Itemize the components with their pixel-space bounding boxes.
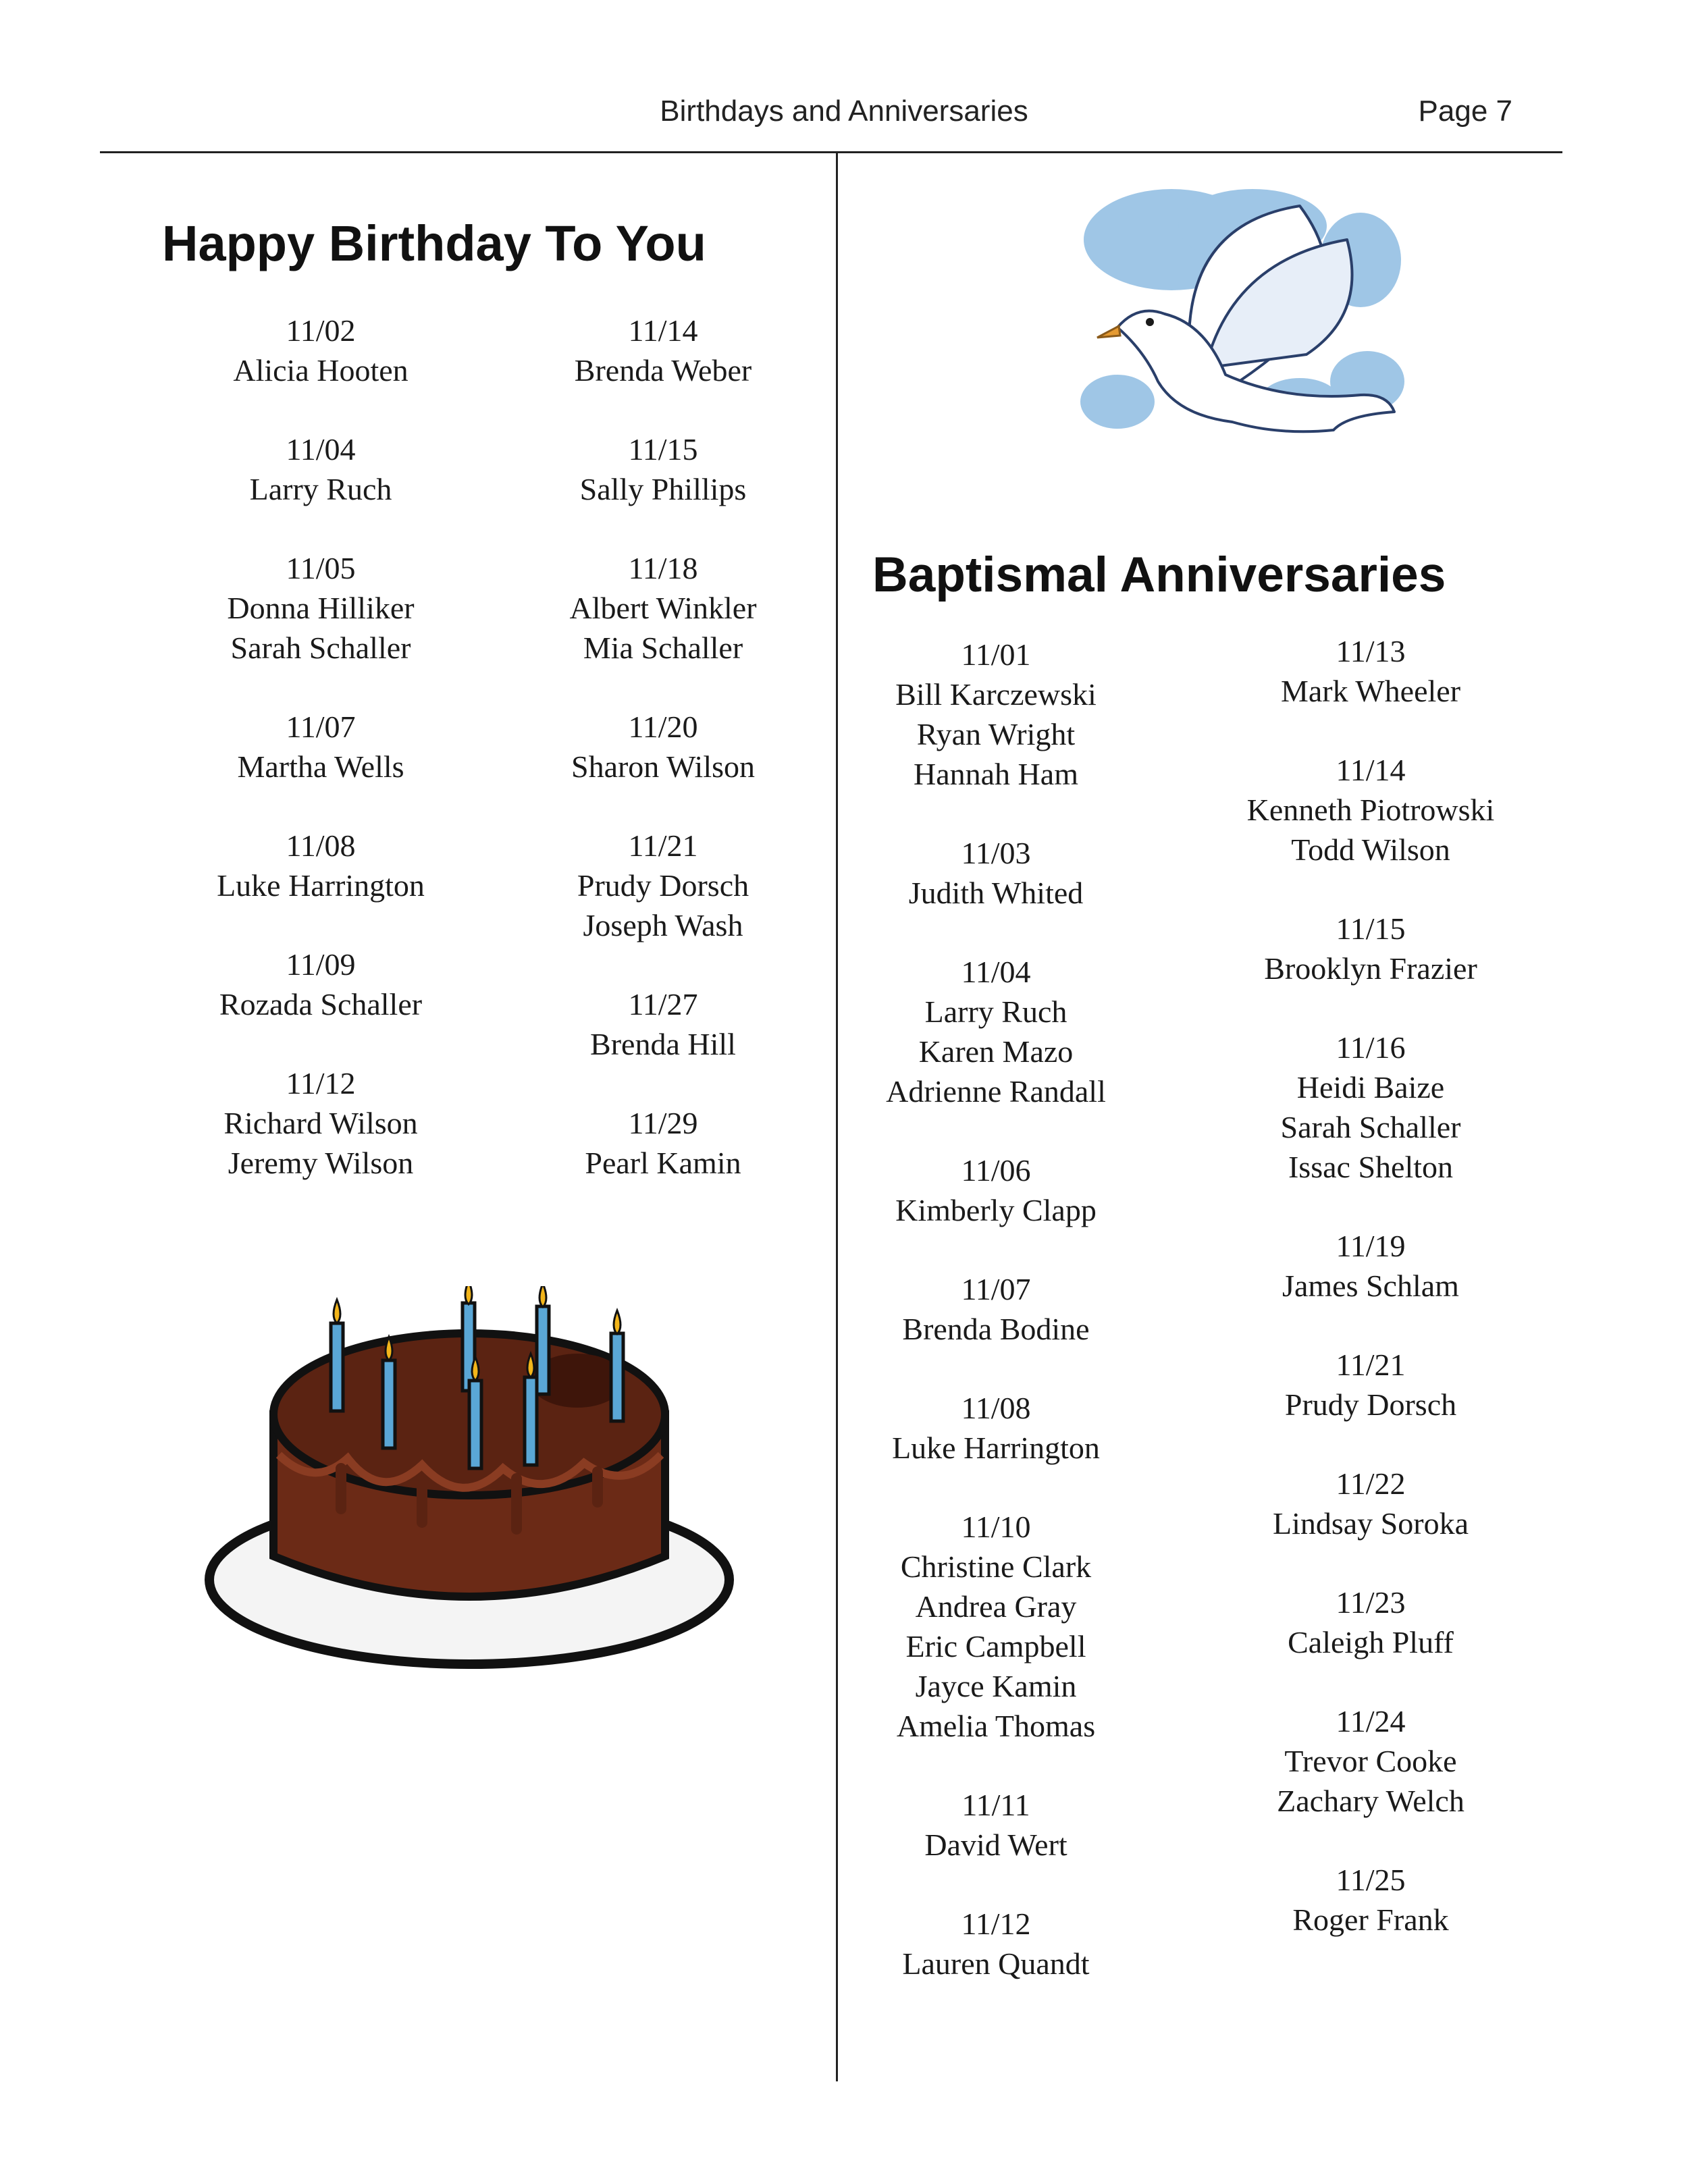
date-entry [854, 1507, 1138, 1746]
date-entry [854, 1269, 1138, 1349]
entry-name: Prudy Dorsch [577, 868, 749, 903]
entry-name: Donna Hilliker [227, 591, 415, 625]
date-entry [854, 952, 1138, 1111]
date-entry [165, 826, 476, 905]
entry-date: 11/14 [628, 313, 698, 348]
entry-name: Caleigh Pluff [1288, 1625, 1454, 1659]
entry-name: Kenneth Piotrowski [1246, 793, 1495, 827]
entry-date: 11/29 [628, 1106, 698, 1140]
entry-date: 11/11 [961, 1788, 1030, 1822]
entry-name: Christine Clark [900, 1549, 1092, 1584]
birthday-cake-icon [199, 1286, 739, 1691]
entry-name: Sally Phillips [579, 472, 747, 506]
date-entry [1215, 909, 1526, 988]
date-entry [1215, 631, 1526, 711]
birthday-column-1 [165, 311, 476, 1183]
entry-name: Brenda Bodine [902, 1312, 1090, 1346]
entry-name: Bill Karczewski [895, 677, 1097, 712]
entry-date: 11/09 [286, 947, 356, 982]
entry-name: Pearl Kamin [585, 1146, 741, 1180]
date-entry [1215, 1226, 1526, 1306]
entry-name: Luke Harrington [217, 868, 425, 903]
date-entry [1215, 1701, 1526, 1821]
entry-date: 11/21 [1336, 1348, 1406, 1382]
date-entry [1215, 1860, 1526, 1940]
entry-date: 11/13 [1336, 634, 1406, 668]
dove-beak [1097, 326, 1120, 338]
entry-name: Larry Ruch [249, 472, 392, 506]
entry-date: 11/15 [628, 432, 698, 467]
entry-date: 11/02 [286, 313, 356, 348]
date-entry [854, 1150, 1138, 1230]
entry-name: Lindsay Soroka [1272, 1506, 1469, 1541]
baptismal-column-1 [854, 635, 1138, 1983]
entry-name: Larry Ruch [924, 994, 1067, 1029]
entry-name: Prudy Dorsch [1284, 1387, 1457, 1422]
entry-name: Albert Winkler [569, 591, 757, 625]
date-entry [854, 1904, 1138, 1983]
date-entry [508, 311, 818, 390]
header-divider [100, 151, 1562, 153]
date-entry [508, 548, 818, 668]
date-entry [1215, 1345, 1526, 1424]
entry-name: Sharon Wilson [571, 749, 756, 784]
entry-date: 11/04 [961, 955, 1031, 989]
entry-date: 11/07 [961, 1272, 1031, 1306]
dove-icon [1077, 179, 1415, 503]
entry-name: Luke Harrington [892, 1431, 1100, 1465]
entry-name: Brenda Hill [590, 1027, 736, 1061]
entry-date: 11/16 [1336, 1030, 1406, 1065]
birthday-heading: Happy Birthday To You [162, 215, 706, 271]
date-entry [165, 548, 476, 668]
column-divider [836, 153, 838, 2081]
entry-name: Eric Campbell [905, 1629, 1086, 1663]
date-entry [854, 1388, 1138, 1468]
entry-date: 11/21 [628, 828, 698, 863]
date-entry [1215, 1464, 1526, 1543]
date-entry [854, 833, 1138, 913]
entry-date: 11/14 [1336, 753, 1406, 787]
entry-date: 11/07 [286, 710, 356, 744]
entry-date: 11/08 [286, 828, 356, 863]
date-entry [1215, 1028, 1526, 1187]
date-entry [508, 707, 818, 787]
date-entry [508, 429, 818, 509]
entry-date: 11/25 [1336, 1863, 1406, 1897]
entry-name: Kimberly Clapp [895, 1193, 1097, 1227]
entry-date: 11/05 [286, 551, 356, 585]
entry-name: James Schlam [1282, 1269, 1459, 1303]
entry-date: 11/04 [286, 432, 356, 467]
date-entry [508, 1103, 818, 1183]
date-entry [854, 635, 1138, 794]
entry-name: Sarah Schaller [1280, 1110, 1461, 1144]
entry-name: Brooklyn Frazier [1264, 951, 1477, 986]
entry-name: Karen Mazo [918, 1034, 1074, 1069]
entry-name: Heidi Baize [1296, 1070, 1445, 1104]
entry-name: Trevor Cooke [1284, 1744, 1457, 1778]
entry-date: 11/08 [961, 1391, 1031, 1425]
entry-name: Jayce Kamin [915, 1669, 1077, 1703]
entry-date: 11/12 [286, 1066, 356, 1100]
header-title: Birthdays and Anniversaries [660, 95, 1028, 128]
entry-date: 11/23 [1336, 1585, 1406, 1620]
date-entry [165, 944, 476, 1024]
date-entry [165, 311, 476, 390]
entry-name: Issac Shelton [1288, 1150, 1453, 1184]
baptismal-column-2 [1215, 631, 1526, 1940]
date-entry [1215, 750, 1526, 870]
entry-name: Amelia Thomas [896, 1709, 1096, 1743]
entry-date: 11/27 [628, 987, 698, 1021]
entry-date: 11/03 [961, 836, 1031, 870]
entry-date: 11/15 [1336, 911, 1406, 946]
date-entry [165, 429, 476, 509]
entry-name: Roger Frank [1292, 1902, 1449, 1937]
entry-name: Zachary Welch [1277, 1784, 1465, 1818]
entry-name: Rozada Schaller [219, 987, 423, 1021]
entry-name: Judith Whited [908, 876, 1084, 910]
entry-date: 11/18 [628, 551, 698, 585]
entry-name: David Wert [924, 1828, 1067, 1862]
entry-name: Mark Wheeler [1280, 674, 1461, 708]
date-entry [508, 826, 818, 945]
entry-date: 11/19 [1336, 1229, 1406, 1263]
entry-date: 11/10 [961, 1510, 1031, 1544]
birthday-column-2 [508, 311, 818, 1183]
entry-name: Jeremy Wilson [228, 1146, 414, 1180]
date-entry [1215, 1582, 1526, 1662]
entry-name: Alicia Hooten [233, 353, 408, 388]
entry-name: Lauren Quandt [902, 1946, 1090, 1981]
entry-name: Hannah Ham [914, 757, 1078, 791]
entry-date: 11/22 [1336, 1466, 1406, 1501]
entry-date: 11/20 [628, 710, 698, 744]
page-number: Page 7 [1418, 95, 1512, 128]
entry-name: Joseph Wash [583, 908, 743, 942]
entry-date: 11/06 [961, 1153, 1031, 1188]
baptismal-heading: Baptismal Anniversaries [872, 548, 1446, 602]
date-entry [165, 1063, 476, 1183]
date-entry [508, 984, 818, 1064]
date-entry [854, 1785, 1138, 1865]
entry-date: 11/24 [1336, 1704, 1406, 1738]
entry-name: Todd Wilson [1291, 832, 1450, 867]
entry-name: Mia Schaller [583, 631, 743, 665]
entry-date: 11/12 [961, 1907, 1031, 1941]
entry-name: Martha Wells [237, 749, 404, 784]
entry-name: Brenda Weber [574, 353, 752, 388]
entry-name: Adrienne Randall [886, 1074, 1106, 1109]
entry-name: Sarah Schaller [230, 631, 411, 665]
entry-name: Ryan Wright [916, 717, 1076, 751]
entry-date: 11/01 [961, 637, 1031, 672]
date-entry [165, 707, 476, 787]
entry-name: Richard Wilson [223, 1106, 418, 1140]
entry-name: Andrea Gray [915, 1589, 1077, 1624]
